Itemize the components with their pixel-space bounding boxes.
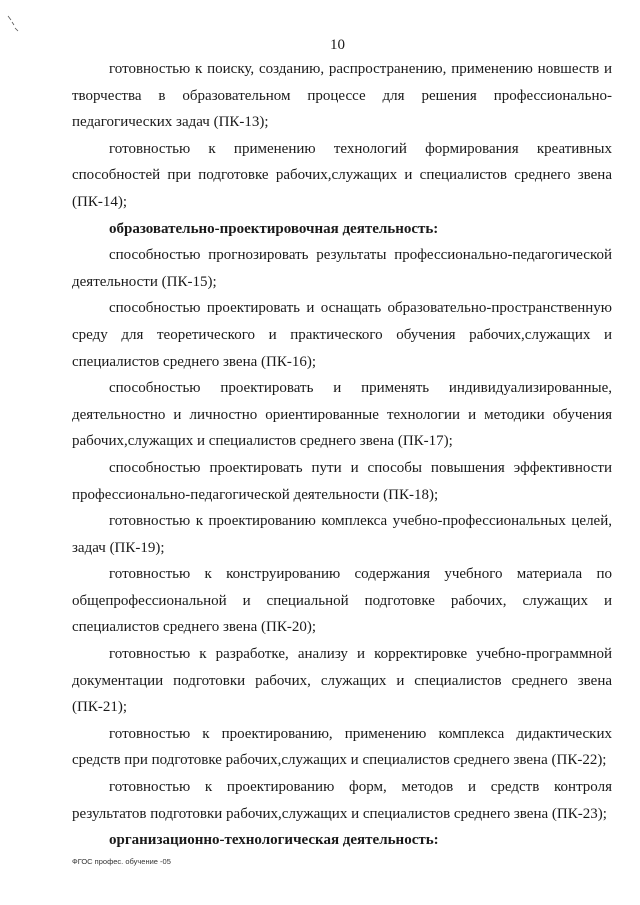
competency-pk-15: способностью прогнозировать результаты профессионально-педагогической деятельности (ПК-15);: [72, 247, 612, 290]
competency-pk-14: готовностью к применению технологий формирования креативных способностей при подготовке рабочих,служащих и специалистов среднего звена (ПК-14);: [72, 140, 612, 210]
competency-pk-18: способностью проектировать пути и способы повышения эффективности профессионально-педагогической деятельности (ПК-18);: [72, 459, 612, 503]
competency-pk-13: готовностью к поиску, созданию, распространению, применению новшеств и творчества в образовательном процессе для решения профессионально-педагогических задач (ПК-13);: [72, 61, 612, 131]
competency-pk-16: способностью проектировать и оснащать образовательно-пространственную среду для теоретического и практического обучения рабочих,служащих и специалистов среднего звена (ПК-16);: [72, 300, 612, 370]
competency-pk-21: готовностью к разработке, анализу и корректировке учебно-программной документации подготовки рабочих, служащих и специалистов среднего звена (ПК-21);: [72, 646, 612, 716]
section-heading-design-activity: образовательно-проектировочная деятельность:: [109, 220, 439, 237]
competency-pk-19: готовностью к проектированию комплекса учебно-профессиональных целей, задач (ПК-19);: [72, 513, 612, 556]
competency-pk-23: готовностью к проектированию форм, методов и средств контроля результатов подготовки рабочих,служащих и специалистов среднего звена (ПК-23);: [72, 779, 612, 822]
competency-pk-22: готовностью к проектированию, применению комплекса дидактических средств при подготовке рабочих,служащих и специалистов среднего звена (ПК-22);: [72, 725, 612, 769]
section-heading-organizational-activity: организационно-технологическая деятельность:: [109, 832, 439, 849]
footer-note: ФГОС профес. обучение -05: [72, 857, 171, 866]
competency-pk-17: способностью проектировать и применять индивидуализированные, деятельностно и личностно ориентированные технологии и методики обучения рабочих,служащих и специалистов среднего звена (ПК-17);: [72, 380, 612, 450]
competency-pk-20: готовностью к конструированию содержания учебного материала по общепрофессиональной и специальной подготовке рабочих, служащих и специалистов среднего звена (ПК-20);: [72, 566, 612, 636]
scan-artifact-mark: [6, 14, 20, 32]
document-body: [72, 56, 612, 854]
page-number: 10: [330, 37, 345, 53]
